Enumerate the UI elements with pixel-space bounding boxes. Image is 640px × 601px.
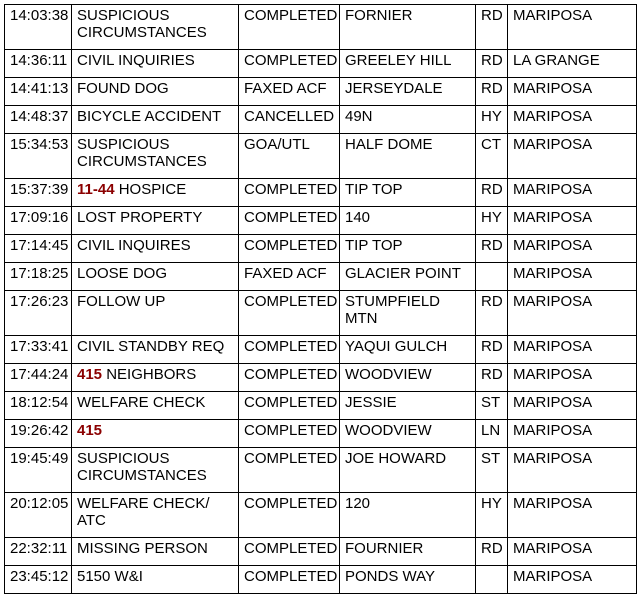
- call-type-cell: [72, 566, 239, 594]
- time-cell: 20:12:05: [5, 493, 72, 538]
- time-cell: 17:09:16: [5, 207, 72, 235]
- street-cell: WOODVIEW: [340, 364, 476, 392]
- call-type-cell: [72, 392, 239, 420]
- street-suffix-cell: RD: [476, 78, 508, 106]
- street-cell: 140: [340, 207, 476, 235]
- status-cell: GOA/UTL: [239, 134, 340, 179]
- time-cell: 19:26:42: [5, 420, 72, 448]
- status-cell: COMPLETED: [239, 566, 340, 594]
- street-cell: JOE HOWARD: [340, 448, 476, 493]
- call-type-cell: [72, 235, 239, 263]
- city-cell: MARIPOSA: [508, 538, 637, 566]
- status-cell: COMPLETED: [239, 5, 340, 50]
- street-suffix-cell: HY: [476, 207, 508, 235]
- status-cell: COMPLETED: [239, 235, 340, 263]
- street-suffix-cell: [476, 263, 508, 291]
- status-cell: FAXED ACF: [239, 263, 340, 291]
- street-cell: TIP TOP: [340, 235, 476, 263]
- time-cell: 22:32:11: [5, 538, 72, 566]
- street-suffix-cell: ST: [476, 392, 508, 420]
- street-cell: FORNIER: [340, 5, 476, 50]
- status-cell: COMPLETED: [239, 364, 340, 392]
- time-cell: 14:36:11: [5, 50, 72, 78]
- call-type-cell: [72, 448, 239, 493]
- street-cell: 49N: [340, 106, 476, 134]
- call-type-text: WELFARE CHECK/ ATC: [77, 495, 210, 529]
- call-type-text: SUSPICIOUS CIRCUMSTANCES: [77, 136, 207, 170]
- street-cell: GLACIER POINT: [340, 263, 476, 291]
- city-cell: LA GRANGE: [508, 50, 637, 78]
- time-cell: 19:45:49: [5, 448, 72, 493]
- status-cell: COMPLETED: [239, 420, 340, 448]
- street-cell: PONDS WAY: [340, 566, 476, 594]
- time-cell: 17:18:25: [5, 263, 72, 291]
- table-row: [5, 263, 637, 291]
- call-type-cell: [72, 50, 239, 78]
- call-type-cell: [72, 420, 239, 448]
- table-row: [5, 448, 637, 493]
- table-row: [5, 420, 637, 448]
- table-row: [5, 78, 637, 106]
- table-row: [5, 179, 637, 207]
- table-row: [5, 364, 637, 392]
- street-cell: TIP TOP: [340, 179, 476, 207]
- time-cell: 14:41:13: [5, 78, 72, 106]
- street-cell: FOURNIER: [340, 538, 476, 566]
- street-cell: WOODVIEW: [340, 420, 476, 448]
- call-log-table: [4, 4, 637, 594]
- city-cell: MARIPOSA: [508, 420, 637, 448]
- street-cell: YAQUI GULCH: [340, 336, 476, 364]
- street-cell: JESSIE: [340, 392, 476, 420]
- call-type-cell: [72, 263, 239, 291]
- call-type-text: 5150 W&I: [77, 568, 143, 585]
- status-cell: COMPLETED: [239, 538, 340, 566]
- street-suffix-cell: LN: [476, 420, 508, 448]
- street-cell: HALF DOME: [340, 134, 476, 179]
- status-cell: FAXED ACF: [239, 78, 340, 106]
- table-row: [5, 336, 637, 364]
- status-cell: COMPLETED: [239, 207, 340, 235]
- time-cell: 15:37:39: [5, 179, 72, 207]
- time-cell: 14:03:38: [5, 5, 72, 50]
- street-suffix-cell: ST: [476, 448, 508, 493]
- call-type-cell: [72, 336, 239, 364]
- city-cell: MARIPOSA: [508, 448, 637, 493]
- city-cell: MARIPOSA: [508, 392, 637, 420]
- city-cell: MARIPOSA: [508, 78, 637, 106]
- call-type-cell: [72, 364, 239, 392]
- city-cell: MARIPOSA: [508, 263, 637, 291]
- street-suffix-cell: HY: [476, 106, 508, 134]
- street-suffix-cell: RD: [476, 538, 508, 566]
- table-row: [5, 493, 637, 538]
- table-row: [5, 5, 637, 50]
- call-type-text: CIVIL STANDBY REQ: [77, 338, 225, 355]
- table-row: [5, 235, 637, 263]
- city-cell: MARIPOSA: [508, 336, 637, 364]
- call-type-text: HOSPICE: [114, 181, 187, 198]
- table-row: [5, 538, 637, 566]
- call-type-cell: [72, 106, 239, 134]
- city-cell: MARIPOSA: [508, 364, 637, 392]
- call-type-text: NEIGHBORS: [102, 366, 197, 383]
- city-cell: MARIPOSA: [508, 566, 637, 594]
- call-type-text: LOOSE DOG: [77, 265, 168, 282]
- city-cell: MARIPOSA: [508, 291, 637, 336]
- call-type-cell: [72, 538, 239, 566]
- time-cell: 18:12:54: [5, 392, 72, 420]
- street-suffix-cell: [476, 566, 508, 594]
- street-suffix-cell: CT: [476, 134, 508, 179]
- table-row: [5, 50, 637, 78]
- street-cell: STUMPFIELD MTN: [340, 291, 476, 336]
- penal-code: 11-44: [77, 181, 115, 198]
- status-cell: COMPLETED: [239, 291, 340, 336]
- status-cell: COMPLETED: [239, 493, 340, 538]
- time-cell: 17:26:23: [5, 291, 72, 336]
- city-cell: MARIPOSA: [508, 5, 637, 50]
- status-cell: COMPLETED: [239, 179, 340, 207]
- city-cell: MARIPOSA: [508, 207, 637, 235]
- status-cell: COMPLETED: [239, 448, 340, 493]
- status-cell: COMPLETED: [239, 50, 340, 78]
- call-type-cell: [72, 493, 239, 538]
- time-cell: 15:34:53: [5, 134, 72, 179]
- call-type-cell: [72, 179, 239, 207]
- call-type-cell: [72, 207, 239, 235]
- table-row: [5, 134, 637, 179]
- status-cell: COMPLETED: [239, 392, 340, 420]
- time-cell: 14:48:37: [5, 106, 72, 134]
- call-type-text: MISSING PERSON: [77, 540, 208, 557]
- penal-code: 415: [77, 366, 103, 383]
- call-type-cell: [72, 78, 239, 106]
- table-row: [5, 566, 637, 594]
- table-row: [5, 392, 637, 420]
- street-suffix-cell: RD: [476, 235, 508, 263]
- call-type-text: FOUND DOG: [77, 80, 169, 97]
- status-cell: CANCELLED: [239, 106, 340, 134]
- table-row: [5, 106, 637, 134]
- call-type-text: LOST PROPERTY: [77, 209, 203, 226]
- call-type-cell: [72, 291, 239, 336]
- call-type-text: CIVIL INQUIRIES: [77, 52, 195, 69]
- call-type-text: CIVIL INQUIRES: [77, 237, 191, 254]
- call-type-text: BICYCLE ACCIDENT: [77, 108, 222, 125]
- time-cell: 23:45:12: [5, 566, 72, 594]
- call-type-text: FOLLOW UP: [77, 293, 166, 310]
- street-suffix-cell: RD: [476, 291, 508, 336]
- street-suffix-cell: RD: [476, 50, 508, 78]
- time-cell: 17:14:45: [5, 235, 72, 263]
- street-suffix-cell: RD: [476, 336, 508, 364]
- city-cell: MARIPOSA: [508, 106, 637, 134]
- street-suffix-cell: RD: [476, 179, 508, 207]
- call-type-text: WELFARE CHECK: [77, 394, 206, 411]
- street-suffix-cell: RD: [476, 364, 508, 392]
- street-cell: GREELEY HILL: [340, 50, 476, 78]
- call-type-text: SUSPICIOUS CIRCUMSTANCES: [77, 450, 207, 484]
- city-cell: MARIPOSA: [508, 179, 637, 207]
- call-type-cell: [72, 134, 239, 179]
- table-row: [5, 291, 637, 336]
- time-cell: 17:44:24: [5, 364, 72, 392]
- penal-code: 415: [77, 422, 103, 439]
- city-cell: MARIPOSA: [508, 493, 637, 538]
- city-cell: MARIPOSA: [508, 235, 637, 263]
- status-cell: COMPLETED: [239, 336, 340, 364]
- city-cell: MARIPOSA: [508, 134, 637, 179]
- call-log-body: [5, 5, 637, 594]
- street-suffix-cell: RD: [476, 5, 508, 50]
- time-cell: 17:33:41: [5, 336, 72, 364]
- street-cell: 120: [340, 493, 476, 538]
- street-cell: JERSEYDALE: [340, 78, 476, 106]
- table-row: [5, 207, 637, 235]
- call-type-text: SUSPICIOUS CIRCUMSTANCES: [77, 7, 207, 41]
- call-type-cell: [72, 5, 239, 50]
- street-suffix-cell: HY: [476, 493, 508, 538]
